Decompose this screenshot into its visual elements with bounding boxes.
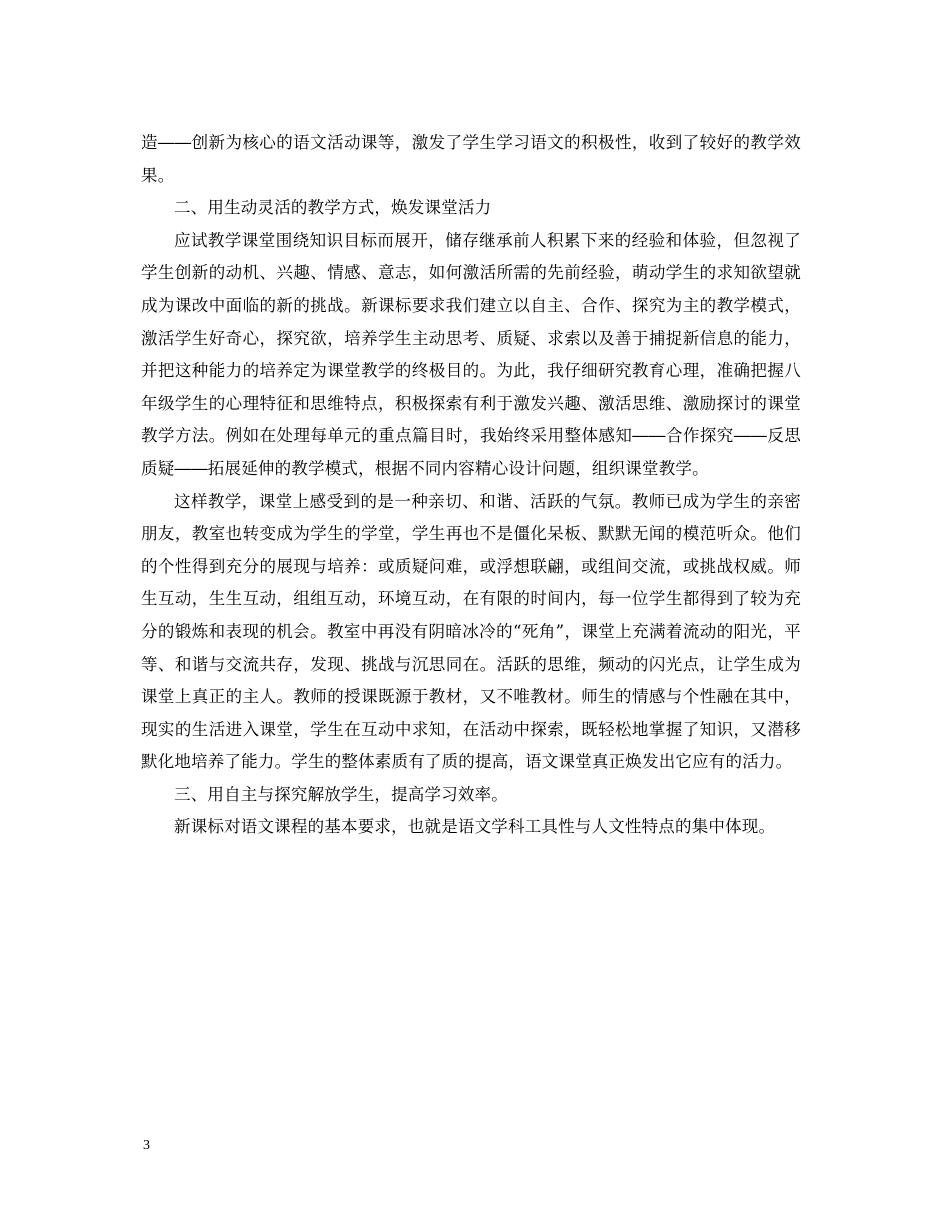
paragraph-new-curriculum: 新课标对语文课程的基本要求，也就是语文学科工具性与人文性特点的集中体现。	[174, 817, 776, 837]
paragraph-exam-teaching: 应试教学课堂围绕知识目标而展开，储存继承前人积累下来的经验和体验，但忽视了学生创新的动机、兴趣、情感、意志，如何激活所需的先前经验，萌动学生的求知欲望就成为课改中面临的新的挑战。新课标要求我们建立以自主、合作、探究为主的教学模式，激活学生好奇心，探究欲，培养学生主动思考、质疑、求索以及善于捕捉新信息的能力，并把这种能力的培养定为课堂教学的终极目的。为此，我仔细研究教育心理，准确把握八年级学生的心理特征和思维特点，积极探索有利于激发兴趣、激活思维、激励探讨的课堂教学方法。例如在处理每单元的重点篇目时，我始终采用整体感知――合作探究――反思质疑――拓展延伸的教学模式，根据不同内容精心设计问题，组织课堂教学。	[141, 230, 801, 478]
section-heading-2: 二、用生动灵活的教学方式，焕发课堂活力	[174, 198, 492, 218]
document-body	[141, 127, 801, 844]
section-heading-3: 三、用自主与探究解放学生，提高学习效率。	[174, 784, 508, 804]
paragraph-continuation: 造――创新为核心的语文活动课等，激发了学生学习语文的积极性，收到了较好的教学效果。	[141, 133, 801, 185]
page-number: 3	[143, 1138, 150, 1153]
paragraph-classroom-atmosphere: 这样教学，课堂上感受到的是一种亲切、和谐、活跃的气氛。教师已成为学生的亲密朋友，教室也转变成为学生的学堂，学生再也不是僵化呆板、默默无闻的模范听众。他们的个性得到充分的展现与培养：或质疑问难，或浮想联翩，或组间交流，或挑战权威。师生互动，生生互动，组组互动，环境互动，在有限的时间内，每一位学生都得到了较为充分的锻炼和表现的机会。教室中再没有阴暗冰冷的“死角”，课堂上充满着流动的阳光，平等、和谐与交流共存，发现、挑战与沉思同在。活跃的思维，频动的闪光点，让学生成为课堂上真正的主人。教师的授课既源于教材，又不唯教材。师生的情感与个性融在其中，现实的生活进入课堂，学生在互动中求知，在活动中探索，既轻松地掌握了知识，又潜移默化地培养了能力。学生的整体素质有了质的提高，语文课堂真正焕发出它应有的活力。	[141, 491, 801, 772]
